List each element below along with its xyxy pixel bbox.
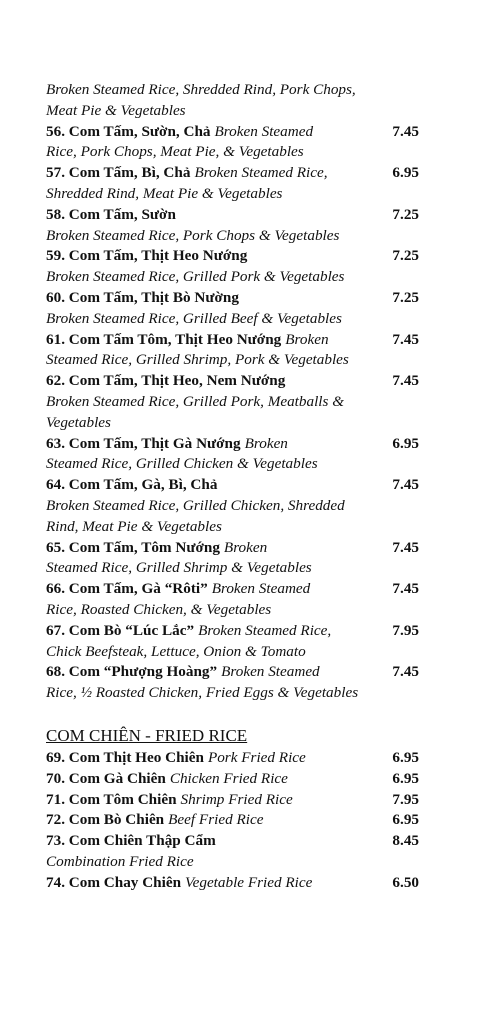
item-price: 6.95 [392,164,419,182]
item-price: 6.95 [392,748,419,766]
menu-item-row [46,205,419,226]
menu-item [46,579,419,621]
item-name: 68. Com “Phượng Hoàng” [46,663,218,681]
menu-item-row [46,330,419,351]
menu-item-row [46,163,419,184]
item-description-line: Rice, Roasted Chicken, & Vegetables [46,600,272,618]
menu-item-row [46,810,419,831]
item-price: 7.45 [392,122,419,140]
item-price: 7.45 [392,476,419,494]
menu-item-row [46,621,419,642]
item-description: Broken Steamed Rice, [194,164,328,182]
item-price: 7.25 [392,205,419,223]
item-name: 59. Com Tấm, Thịt Heo Nướng [46,247,248,265]
item-price: 7.45 [392,663,419,681]
menu-item-row [46,748,419,769]
menu-item-row [46,831,419,852]
menu-item [46,163,419,205]
item-description: Vegetable Fried Rice [185,873,313,891]
menu-item-row [46,662,419,683]
item-description: Broken [244,434,288,452]
menu-item-row [46,769,419,790]
menu-item [46,621,419,663]
item-description: Broken [223,538,268,556]
menu-item [46,122,419,164]
item-description-line: Broken Steamed Rice, Pork Chops & Vegetables [46,226,340,244]
item-name: 65. Com Tấm, Tôm Nướng [46,538,220,556]
item-price: 7.45 [392,372,419,390]
menu-item [46,831,419,873]
section-heading-fried-rice: COM CHIÊN - FRIED RICE [46,725,248,745]
menu-item [46,330,419,372]
item-description-line: Broken Steamed Rice, Grilled Pork & Vegetables [46,268,345,286]
item-name: 72. Com Bò Chiên [46,811,165,829]
item-price: 6.50 [392,873,419,891]
menu-item [46,371,419,433]
fried-rice-items [46,748,419,894]
menu-item [46,246,419,288]
item-price: 7.95 [392,790,419,808]
item-name: 58. Com Tấm, Sườn [46,205,176,223]
item-price: 7.45 [392,538,419,556]
item-description-line: Broken Steamed Rice, Grilled Pork, Meatballs & [46,392,345,410]
menu-item [46,475,419,537]
item-price: 7.25 [392,288,419,306]
item-price: 7.45 [392,580,419,598]
item-price: 6.95 [392,769,419,787]
item-description-line: Broken Steamed Rice, Grilled Beef & Vegetables [46,309,342,327]
item-description: Beef Fried Rice [168,811,264,829]
menu-item-row [46,579,419,600]
item-price: 7.25 [392,247,419,265]
item-name: 56. Com Tấm, Sườn, Chả [46,122,211,140]
item-description: Broken Steamed [211,580,311,598]
menu-item-row [46,371,419,392]
item-price: 6.95 [392,811,419,829]
menu-item-row [46,122,419,143]
item-price: 8.45 [392,832,419,850]
item-description-line: Chick Beefsteak, Lettuce, Onion & Tomato [46,642,306,660]
menu-item-row [46,873,419,894]
menu-items [46,122,419,704]
intro-line: Broken Steamed Rice, Shredded Rind, Pork Chops, [46,81,356,98]
menu-item [46,662,419,704]
menu-item [46,748,419,769]
item-name: 71. Com Tôm Chiên [46,790,177,808]
item-description: Pork Fried Rice [207,748,306,766]
item-name: 66. Com Tấm, Gà “Rôti” [46,580,208,598]
item-description-line: Rind, Meat Pie & Vegetables [46,517,222,535]
item-name: 67. Com Bò “Lúc Lắc” [46,621,195,639]
item-description-line: Broken Steamed Rice, Grilled Chicken, Shredded [46,496,345,514]
item-description-line: Vegetables [46,413,111,431]
menu-item [46,288,419,330]
menu-item-row [46,538,419,559]
menu-item-row [46,475,419,496]
intro-line: Meat Pie & Vegetables [46,101,186,119]
item-description: Broken Steamed Rice, [198,621,332,639]
item-name: 74. Com Chay Chiên [46,873,182,891]
item-description-line: Steamed Rice, Grilled Shrimp, Pork & Vegetables [46,351,349,369]
menu-item-row [46,434,419,455]
menu-item [46,434,419,476]
item-description-line: Steamed Rice, Grilled Shrimp & Vegetables [46,559,312,577]
item-name: 73. Com Chiên Thập Cẩm [46,832,216,850]
item-description: Chicken Fried Rice [169,769,288,787]
item-name: 69. Com Thịt Heo Chiên [46,748,204,766]
item-description-line: Shredded Rind, Meat Pie & Vegetables [46,184,283,202]
menu-item-row [46,790,419,811]
item-price: 7.45 [392,330,419,348]
item-description: Broken Steamed [221,663,320,681]
item-description: Broken [285,330,329,348]
menu-item-row [46,288,419,309]
item-name: 64. Com Tấm, Gà, Bì, Chả [46,476,218,494]
menu-item [46,873,419,894]
item-name: 60. Com Tấm, Thịt Bò Nường [46,288,239,306]
item-name: 70. Com Gà Chiên [46,769,166,787]
item-description-line: Rice, Pork Chops, Meat Pie, & Vegetables [46,143,304,161]
item-price: 7.95 [392,621,419,639]
item-name: 57. Com Tấm, Bì, Chả [46,164,191,182]
item-name: 63. Com Tấm, Thịt Gà Nướng [46,434,241,452]
item-price: 6.95 [392,434,419,452]
item-description-line: Rice, ½ Roasted Chicken, Fried Eggs & Vegetables [46,684,359,702]
menu-item [46,205,419,247]
item-description: Shrimp Fried Rice [180,790,293,808]
menu-item [46,769,419,790]
menu-item-row [46,246,419,267]
item-name: 62. Com Tấm, Thịt Heo, Nem Nướng [46,372,286,390]
item-description: Broken Steamed [214,122,314,140]
menu-item [46,790,419,811]
item-name: 61. Com Tấm Tôm, Thịt Heo Nướng [46,330,282,348]
item-description-line: Steamed Rice, Grilled Chicken & Vegetables [46,455,318,473]
menu-item [46,810,419,831]
menu-item [46,538,419,580]
item-description-line: Combination Fried Rice [46,852,194,870]
